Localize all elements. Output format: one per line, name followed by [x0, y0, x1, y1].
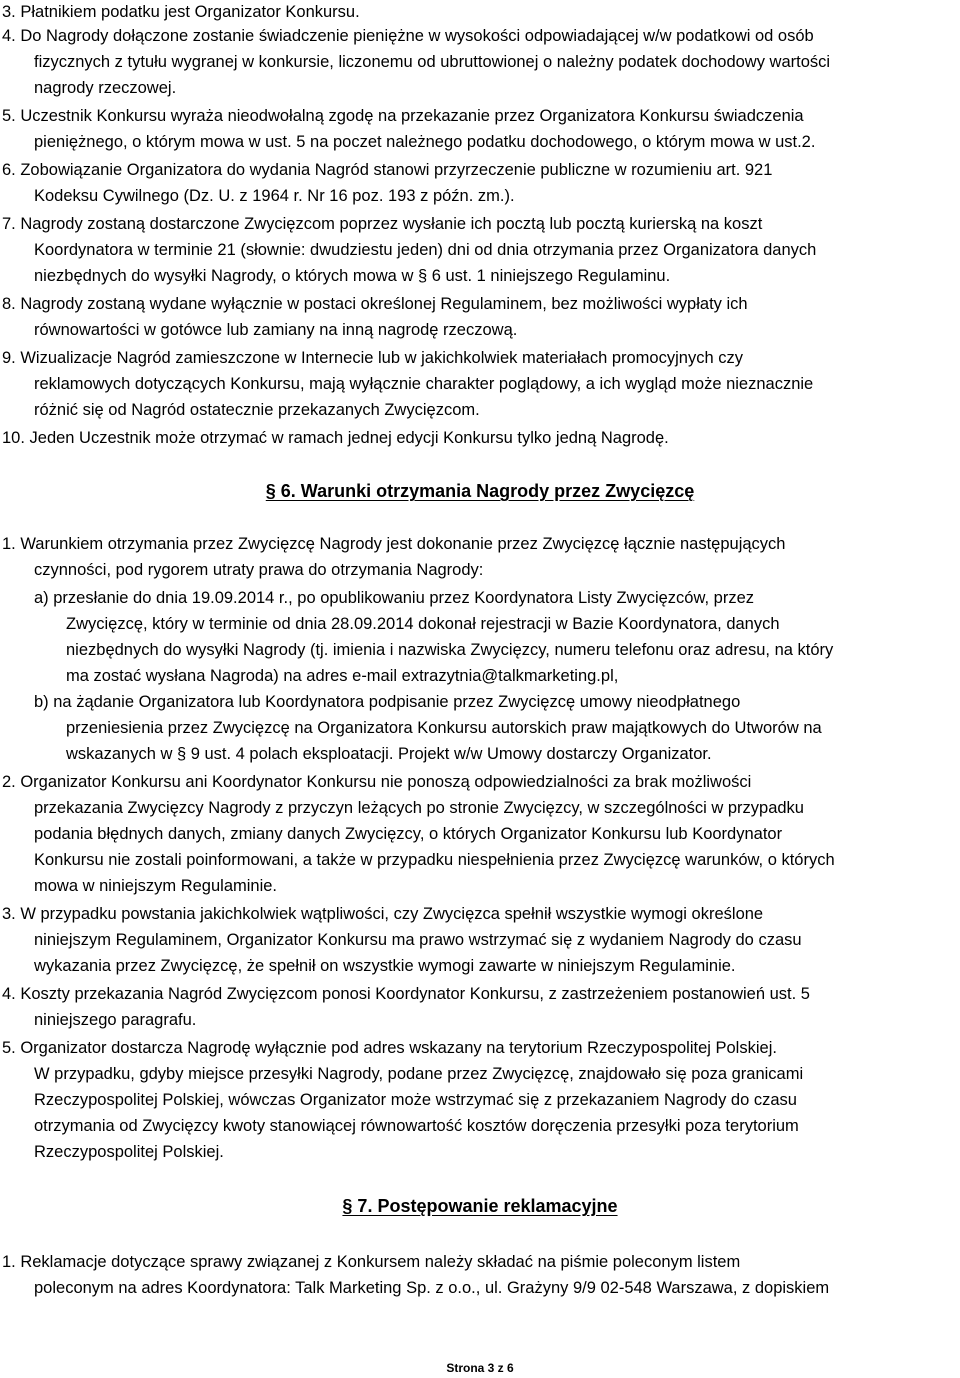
para-line: niniejszego paragrafu.: [34, 1011, 197, 1029]
para-line: wskazanych w § 9 ust. 4 polach eksploatacji. Projekt w/w Umowy dostarczy Organizator.: [66, 745, 712, 763]
para-line: 1. Warunkiem otrzymania przez Zwycięzcę Nagrody jest dokonanie przez Zwycięzcę łącznie następujących: [2, 535, 786, 553]
para-line: otrzymania od Zwycięzcy kwoty stanowiącej równowartość kosztów doręczenia przesyłki poza terytorium: [34, 1117, 799, 1135]
para-line: Rzeczypospolitej Polskiej.: [34, 1143, 224, 1161]
para-line: W przypadku, gdyby miejsce przesyłki Nagrody, podane przez Zwycięzcę, znajdowało się poza granicami: [34, 1065, 804, 1083]
page-number: Strona 3 z 6: [446, 1361, 514, 1375]
para-line: 8. Nagrody zostaną wydane wyłącznie w postaci określonej Regulaminem, bez możliwości wypłaty ich: [2, 295, 748, 313]
para-line: pieniężnego, o którym mowa w ust. 5 na poczet należnego podatku dochodowego, o którym mowa w ust.2.: [34, 133, 816, 151]
para-line: 4. Koszty przekazania Nagród Zwycięzcom ponosi Koordynator Konkursu, z zastrzeżeniem postanowień ust. 5: [2, 985, 810, 1003]
para-line: podania błędnych danych, zmiany danych Zwycięzcy, o których Organizator Konkursu lub Koordynator: [34, 825, 783, 843]
para-line: Rzeczypospolitej Polskiej, wówczas Organizator może wstrzymać się z przekazaniem Nagrody do czasu: [34, 1091, 797, 1109]
para-line: czynności, pod rygorem utraty prawa do otrzymania Nagrody:: [34, 561, 484, 579]
para-line: ma zostać wysłana Nagroda) na adres e-mail extrazytnia@talkmarketing.pl,: [66, 667, 619, 685]
para-line: przeniesienia przez Zwycięzcę na Organizatora Konkursu autorskich praw majątkowych do Utworów na: [66, 719, 822, 737]
para-line: niezbędnych do wysyłki Nagrody (tj. imienia i nazwiska Zwycięzcy, numeru telefonu oraz adresu, na który: [66, 641, 834, 659]
para-line: Koordynatora w terminie 21 (słownie: dwudziestu jeden) dni od dnia otrzymania przez Organizatora danych: [34, 241, 817, 259]
para-line: nagrody rzeczowej.: [34, 79, 177, 97]
para-line: Zwycięzcę, który w terminie od dnia 28.09.2014 dokonał rejestracji w Bazie Koordynatora, danych: [66, 615, 780, 633]
para-line: a) przesłanie do dnia 19.09.2014 r., po opublikowaniu przez Koordynatora Listy Zwycięzców, przez: [34, 589, 754, 607]
para-line: 7. Nagrody zostaną dostarczone Zwycięzcom poprzez wysłanie ich pocztą lub pocztą kurierską na koszt: [2, 215, 763, 233]
para-line: poleconym na adres Koordynatora: Talk Marketing Sp. z o.o., ul. Grażyny 9/9 02-548 Warszawa, z dopiskiem: [34, 1279, 830, 1297]
para-line: wykazania przez Zwycięzcę, że spełnił on wszystkie wymogi zawarte w niniejszym Regulaminie.: [34, 957, 736, 975]
para-line: niezbędnych do wysyłki Nagrody, o których mowa w § 6 ust. 1 niniejszego Regulaminu.: [34, 267, 671, 285]
para-line: Kodeksu Cywilnego (Dz. U. z 1964 r. Nr 16 poz. 193 z późn. zm.).: [34, 187, 515, 205]
para-line: mowa w niniejszym Regulaminie.: [34, 877, 278, 895]
para-line: 5. Uczestnik Konkursu wyraża nieodwołalną zgodę na przekazanie przez Organizatora Konkursu świadczenia: [2, 107, 804, 125]
para-line: równowartości w gotówce lub zamiany na inną nagrodę rzeczową.: [34, 321, 518, 339]
para-line: b) na żądanie Organizatora lub Koordynatora podpisanie przez Zwycięzcę umowy nieodpłatnego: [34, 693, 741, 711]
para-line: 10. Jeden Uczestnik może otrzymać w ramach jednej edycji Konkursu tylko jedną Nagrodę.: [2, 429, 669, 447]
para-line: 5. Organizator dostarcza Nagrodę wyłącznie pod adres wskazany na terytorium Rzeczypospolitej Polskiej.: [2, 1039, 777, 1057]
para-line: Konkursu nie zostali poinformowani, a także w przypadku niespełnienia przez Zwycięzcę warunków, o których: [34, 851, 835, 869]
para-line: 6. Zobowiązanie Organizatora do wydania Nagród stanowi przyrzeczenie publiczne w rozumieniu art. 921: [2, 161, 773, 179]
para-line: 1. Reklamacje dotyczące sprawy związanej z Konkursem należy składać na piśmie poleconym listem: [2, 1253, 741, 1271]
para-line: reklamowych dotyczących Konkursu, mają wyłącznie charakter poglądowy, a ich wygląd może nieznacznie: [34, 375, 814, 393]
para-line: 9. Wizualizacje Nagród zamieszczone w Internecie lub w jakichkolwiek materiałach promocyjnych czy: [2, 349, 743, 367]
para-line: 2. Organizator Konkursu ani Koordynator Konkursu nie ponoszą odpowiedzialności za brak możliwości: [2, 773, 752, 791]
para-line: przekazania Zwycięzcy Nagrody z przyczyn leżących po stronie Zwycięzcy, w szczególności w przypadku: [34, 799, 804, 817]
section-7-heading: § 7. Postępowanie reklamacyjne: [342, 1196, 618, 1216]
para-line: 4. Do Nagrody dołączone zostanie świadczenie pieniężne w wysokości odpowiadającej w/w podatkowi od osób: [2, 27, 814, 45]
para-line: 3. Płatnikiem podatku jest Organizator Konkursu.: [2, 3, 360, 21]
para-line: 3. W przypadku powstania jakichkolwiek wątpliwości, czy Zwycięzca spełnił wszystkie wymogi określone: [2, 905, 764, 923]
para-line: fizycznych z tytułu wygranej w konkursie, liczonemu od ubruttowionej o należny podatek dochodowy wartości: [34, 53, 831, 71]
para-line: niniejszym Regulaminem, Organizator Konkursu ma prawo wstrzymać się z wydaniem Nagrody do czasu: [34, 931, 802, 949]
para-line: różnić się od Nagród ostatecznie przekazanych Zwycięzcom.: [34, 401, 480, 419]
section-6-heading: § 6. Warunki otrzymania Nagrody przez Zwycięzcę: [265, 481, 695, 501]
